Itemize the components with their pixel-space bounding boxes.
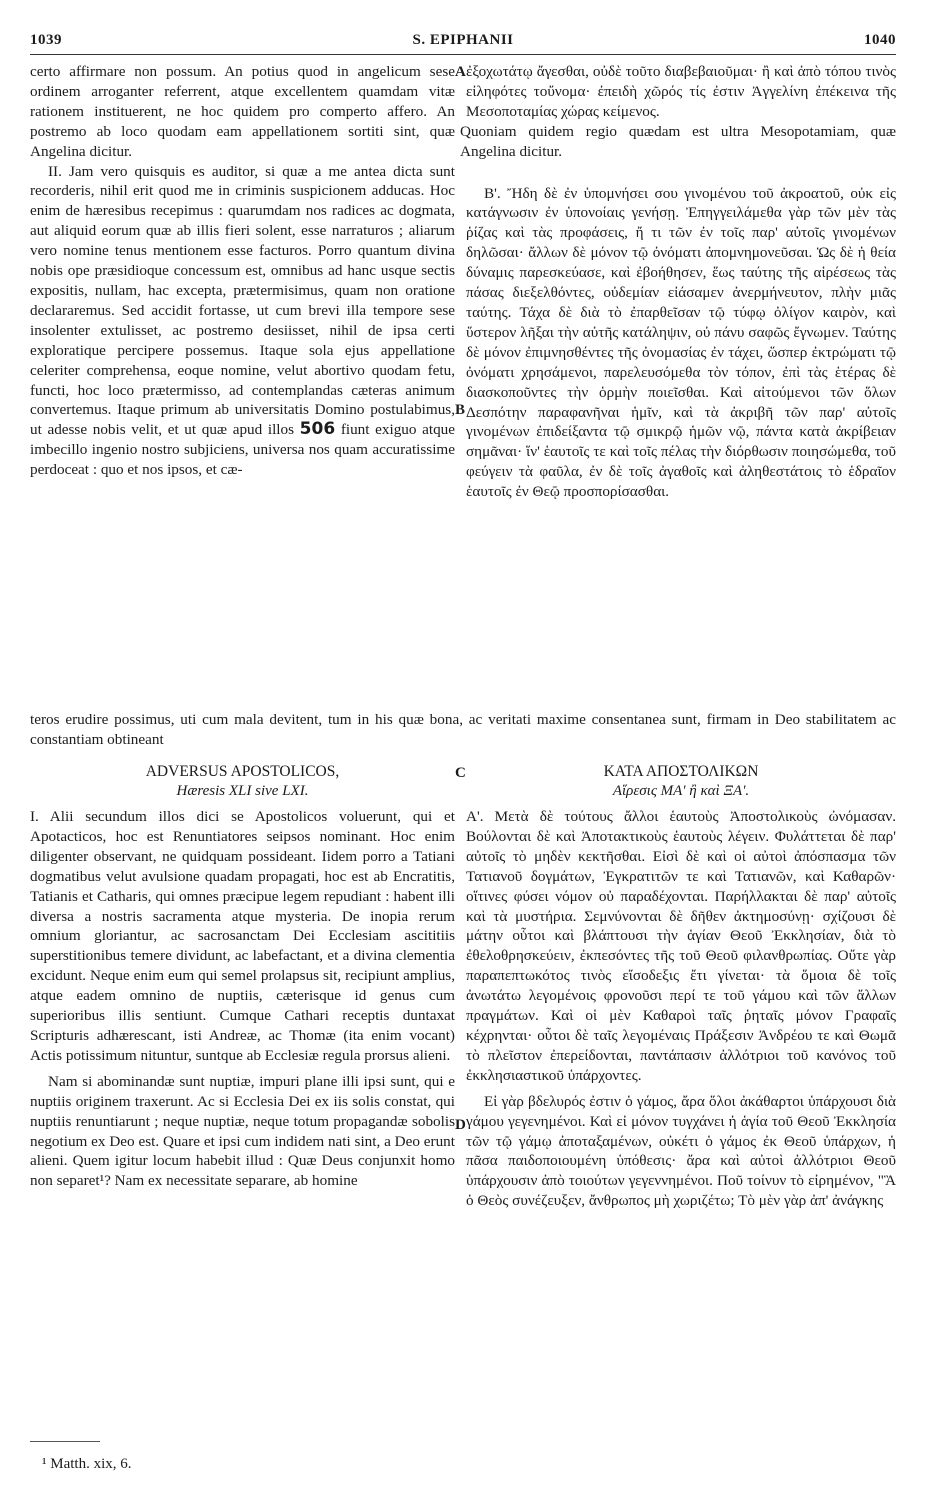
continuation-line: teros erudire possimus, uti cum mala devitent, tum in his quæ bona, ac veritati maxime consentanea sunt, firmam in Deo stabilitatem ac constantiam obtineant bbox=[30, 711, 896, 748]
right-page-number: 1040 bbox=[864, 32, 896, 48]
greek-section bbox=[466, 762, 896, 1211]
footnote-rule bbox=[30, 1441, 100, 1442]
left-page-number: 1039 bbox=[30, 32, 62, 48]
margin-letter-c: C bbox=[455, 765, 466, 781]
margin-letter-b: B bbox=[455, 402, 466, 418]
latin-section bbox=[30, 762, 455, 1191]
greek-paragraph: Α'. Μετὰ δὲ τούτους ἄλλοι ἑαυτοὺς Ἀποστολικοὺς ὠνόμασαν. Βούλονται δὲ καὶ Ἀποτακτικοὺς ἑαυτοὺς λέγειν. Φυλάττεται δὲ παρ' αὐτοῖς τὸ μηδὲν κεκτῆσθαι. Εἰσὶ δὲ καὶ οἱ αὐτοὶ ἀπόσπασμα τῶν Τατιανοῦ δογμάτων, Ἐγκρατιτῶν τε καὶ Τατιανῶν, καὶ Καθαρῶν· οἵτινες φύσει νόμον οὐ παραδέχονται. Παρήλλακται δὲ παρ' αὐτοῖς καὶ τὰ μυστήρια. Σεμνύνονται δὲ δῆθεν ἀκτημοσύνῃ· σχίζουσι δὲ μάτην οὗτοι καὶ βλάπτουσι τὴν ἁγίαν Θεοῦ Ἐκκλησίαν, διὰ τὸ ἐθελοθρησκεύειν, ἐκπεσόντες τῆς τοῦ Θεοῦ φιλανθρωπίας. Οὔτε γὰρ παραπεπτωκότος τινὸς εἴσοδεξις ἔτι γίνεται· τὰ ὅμοια δὲ τοῖς ἀνωτάτω λεγομένοις φρονοῦσι περί τε τοῦ γάμου καὶ τῶν ἄλλων πραγμάτων. Καὶ οἱ μὲν Καθαροὶ ταῖς ῥηταῖς μόνον Γραφαῖς κέχρηνται· οὗτοι δὲ ταῖς λεγομέναις Πράξεσιν Ἀνδρέου τε καὶ Θωμᾶ τὸ πλεῖστον ἐπερείδονται, παντάπασιν ἀλλότριοι τοῦ κανόνος τοῦ ἐκκλησιαστικοῦ ὑπάρχοντες. bbox=[466, 808, 896, 1084]
running-title: S. EPIPHANII bbox=[412, 32, 514, 48]
latin-section-subheading: Hæresis XLI sive LXI. bbox=[176, 783, 309, 799]
greek-section-subheading: Αἵρεσις ΜΑ' ἢ καὶ ΞΑ'. bbox=[612, 783, 750, 799]
latin-inserted-line: Quoniam quidem regio quædam est ultra Mesopotamiam, quæ Angelina dicitur. bbox=[460, 122, 896, 160]
page-marker: 506 bbox=[299, 419, 336, 440]
margin-letter-a: A bbox=[455, 64, 466, 80]
margin-letter-d: D bbox=[455, 1117, 466, 1133]
greek-section-heading: ΚΑΤΑ ΑΠΟΣΤΟΛΙΚΩΝ bbox=[603, 763, 759, 780]
greek-column-top bbox=[460, 62, 896, 502]
latin-column-top bbox=[30, 62, 455, 480]
latin-section-heading: ADVERSUS APOSTOLICOS, bbox=[145, 763, 340, 780]
greek-paragraph: Β'. Ἤδη δὲ ἐν ὑπομνήσει σου γινομένου τοῦ ἀκροατοῦ, οὐκ εἰς κατάγνωσιν ἐν ὑπονοίαις γενήσῃ. Ἐπηγγειλάμεθα γὰρ τῶν μὲν τὰς ῥίζας καὶ τὰς προφάσεις, ἤ τι τῶν ἐν τοῖς παρ' αὐτοῖς γινομένων δηλῶσαι· ἄλλων δὲ μόνον τῷ ὀνόματι ἀπομνημονεῦσαι. Ὡς δὲ ἡ θεία δύναμις παρεσκεύασε, καὶ ἐβοήθησεν, ἕως ταύτης τῆς αἱρέσεως τὰς πάσας διεξελθόντες, οὐδεμίαν εἰάσαμεν ἀνερμήνευτον, πλὴν μιᾶς ταύτης. Τάχα δὲ διὰ τὸ ἐπαρθεῖσαν τῷ τύφῳ ὀλίγον καιρὸν, καὶ ὕστερον λῆξαι τὴν αὐτῆς κατάληψιν, οὐ πάνυ σαφῶς ἔγνωμεν. Ταύτης δὲ μόνον ἐπιμνησθέντες τῆς ὀνομασίας ἐν τάχει, ὥσπερ ἐκτρώματι τῷ ὀνόματι χρησάμενοι, παρελευσόμεθα τὸν τόπον, ἐπὶ τὰς ἑτέρας δὲ διασκοποῦντες τὴν ὁρμὴν ποιεῖσθαι. Καὶ αἰτούμενοι τῶν ὅλων Δεσπότην παραφανῆναι ἡμῖν, καὶ τὰ ἀκριβῆ τῶν παρ' αὐτοῖς γινομένων ἐπιδείξαντα τῷ σμικρῷ ἡμῶν νῷ, πάντα κατὰ ἀκρίβειαν σημᾶναι· ἵν' ἑαυτοῖς τε καὶ τοῖς πέλας τὴν διόρθωσιν ποιησώμεθα, τοῦ φεύγειν τὰ φαῦλα, ἐν δὲ τοῖς ἀγαθοῖς καὶ ἀληθεστάτοις τὸ ἑδραῖον ἑαυτοῖς ἐν Θεῷ προσπορίσασθαι. bbox=[466, 184, 896, 501]
latin-paragraph: II. Jam vero quisquis es auditor, si quæ a me antea dicta sunt recorderis, nihil erit quod me in criminis suspicionem adducas. Hoc enim de hæresibus recepimus : quarumdam nos radices ac dogmata, aut aliquid eorum quæ ab illis fieri solent, esse narraturos ; aliarum vero nomine tenus mentionem esse facturos. Porro quantum divina nobis ope præsidioque concessum est, omnibus ad hanc usque sectis expositis, nullam, hac excepta, prætermisimus, quam non oratione declararemus. Sed accidit fortasse, ut cum brevi illa tempore sese insolenter extulisset, ac postremo desiisset, nihil de ipsa certi exploratique percipere possemus. Itaque sola ejus appellatione celeriter comprehensa, eoque nomine, velut abortivo quodam fetu, functi, hoc loco prætermisso, ad contemplandas cæteras animum convertemus. Itaque primum ab universitatis Domino postulabimus, ut adesse nobis velit, et ut quæ apud illos 506 fiunt exiguo atque imbecillo ingenio nostro subjiciens, universa nos quam accuratissime perdoceat : quo et nos ipsos, et cæ- bbox=[30, 162, 455, 479]
greek-paragraph: Εἰ γὰρ βδελυρός ἐστιν ὁ γάμος, ἄρα ὅλοι ἀκάθαρτοι ὑπάρχουσι διὰ γάμου γεγενημένοι. Καὶ εἰ μόνον τυγχάνει ἡ ἁγία τοῦ Θεοῦ Ἐκκλησία τῶν τῷ γάμῳ ἀποταξαμένων, οὐκέτι ὁ γάμος ἐκ Θεοῦ ὑπάρχων, ἡ πᾶσα παιδοποιουμένη ὑπόθεσις· ἄρα καὶ αὐτοὶ ἀλλότριοι Θεοῦ ὑπάρχουσιν ἀπὸ τοιούτων γεγεννημένοι. Ποῦ τοίνυν τὸ εἰρημένον, "Ἃ ὁ Θεὸς συνέζευξεν, ἄνθρωπος μὴ χωριζέτω; Τὸ μὲν γὰρ ἀπ' ἀνάγκης bbox=[466, 1092, 896, 1210]
header-rule bbox=[30, 54, 896, 55]
greek-paragraph: ἐξοχωτάτῳ ἄγεσθαι, οὐδὲ τοῦτο διαβεβαιοῦμαι· ἢ καὶ ἀπὸ τόπου τινὸς εἰληφότες τοὔνομα· ἐπειδὴ χῶρός τίς ἐστιν Ἀγγελίνη ἐπέκεινα τῆς Μεσοποταμίας χώρας κείμενος. bbox=[466, 63, 896, 120]
footnote: ¹ Matth. xix, 6. bbox=[42, 1456, 132, 1472]
latin-paragraph: certo affirmare non possum. An potius quod in angelicum sese ordinem arroganter referrent, atque excellentem quamdam vitæ rationem instituerent, ne hoc quidem pro comperto affero. An postremo ab loco quodam eam appellationem sortiti sint, quæ Angelina dicitur. bbox=[30, 63, 455, 160]
latin-paragraph: Nam si abominandæ sunt nuptiæ, impuri plane illi ipsi sunt, qui e nuptiis originem traxerunt. Ac si Ecclesia Dei ex iis solis constat, qui nuptiis renuntiarunt ; neque nuptiæ, neque totum propagandæ sobolis negotium ex Deo est. Quare et ipsi cum indidem nati sint, a Deo erunt alieni. Quem igitur locum habebit illud : Quæ Deus conjunxit homo non separet¹? Nam ex necessitate separare, ab homine bbox=[30, 1072, 455, 1190]
latin-paragraph: I. Alii secundum illos dici se Apostolicos voluerunt, qui et Apotacticos, hoc est Renuntiatores seipsos nominant. Hoc enim diligenter observant, ne quidquam possideant. Iidem porro a Tatiani dogmatibus velut avulsione quadam propagati, hoc est ab Encratitis, Tatianis et Catharis, qui omnes præcipue legem repudiant : habent illi diversa a nostris sacramenta atque mysteria. De inopia rerum omnium gloriantur, ac sacrosanctam Dei Ecclesiam ascititiis superstitionibus temere dividunt, ac labefactant, et a divina clementia excidunt. Neque enim eum qui semel prolapsus sit, recipiunt amplius, atque eadem omnino de nuptiis, cæterisque id genus cum superioribus illis sentiunt. Cumque Cathari receptis duntaxat Scripturis adhærescant, isti Andreæ, ac Thomæ (ita enim vocant) Actis potissimum nituntur, suntque ab Ecclesiæ regula prorsus alieni. bbox=[30, 808, 455, 1064]
